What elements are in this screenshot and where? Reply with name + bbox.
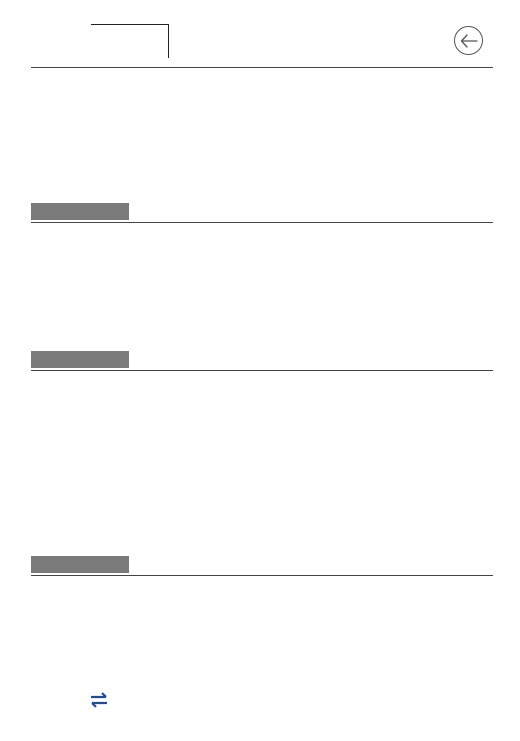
cree-arrows-icon xyxy=(90,692,108,708)
section-divider xyxy=(31,575,493,576)
section-header-track xyxy=(31,203,493,223)
section-title-jewelry xyxy=(31,351,129,368)
section-title-modular xyxy=(31,556,129,573)
section-divider xyxy=(31,370,493,371)
back-button[interactable] xyxy=(454,26,483,55)
section-divider xyxy=(31,222,493,223)
header-divider xyxy=(31,67,493,68)
brand-strip xyxy=(34,688,494,714)
logo-frame xyxy=(91,24,169,58)
section-title-track xyxy=(31,203,129,220)
arrow-left-icon xyxy=(460,34,478,48)
section-header-modular xyxy=(31,556,493,576)
section-header-jewelry xyxy=(31,351,493,371)
